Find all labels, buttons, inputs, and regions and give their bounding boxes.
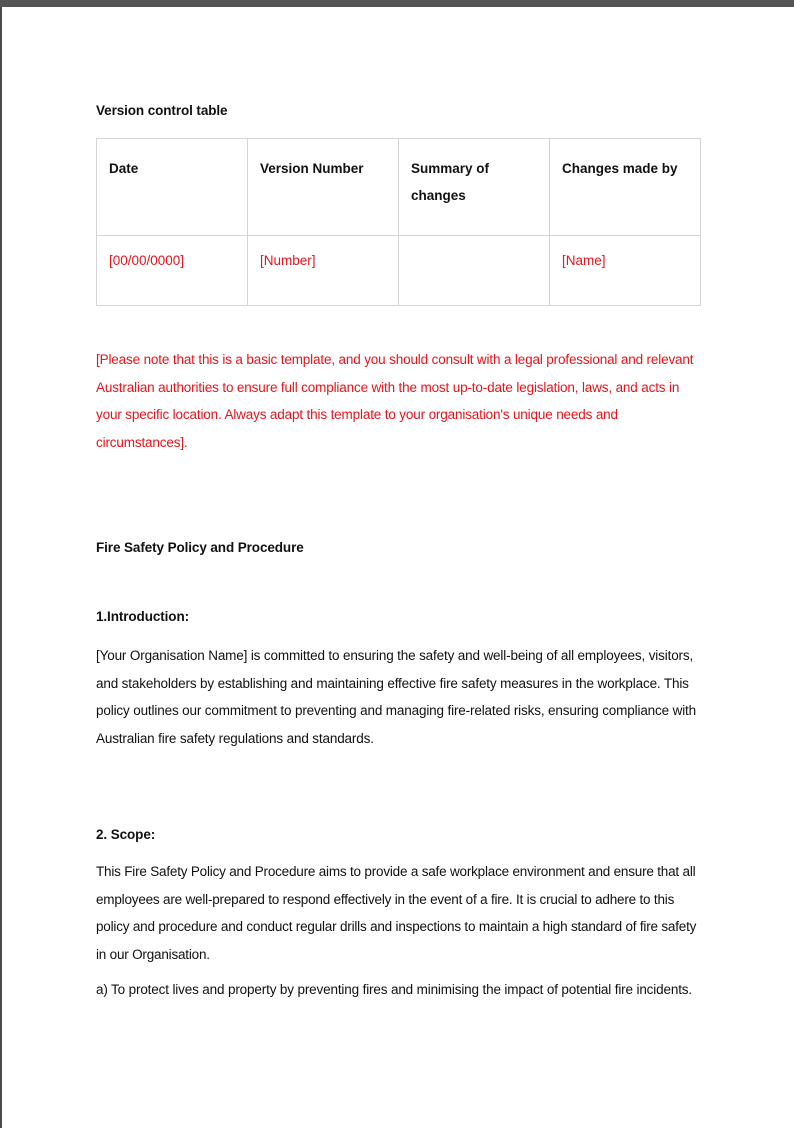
cell-date: [00/00/0000] xyxy=(97,236,248,306)
table-header-row xyxy=(97,139,701,236)
cell-version-number: [Number] xyxy=(248,236,399,306)
window-top-bar xyxy=(0,0,794,7)
page-left-edge xyxy=(0,7,2,1128)
header-version-number: Version Number xyxy=(248,139,399,236)
cell-summary xyxy=(399,236,550,306)
version-control-title: Version control table xyxy=(96,103,228,118)
header-changes-made-by: Changes made by xyxy=(550,139,701,236)
policy-title: Fire Safety Policy and Procedure xyxy=(96,540,304,555)
introduction-heading: 1.Introduction: xyxy=(96,609,189,624)
scope-item-a: a) To protect lives and property by preventing fires and minimising the impact of potential fire incidents. xyxy=(96,982,693,997)
table-row xyxy=(97,236,701,306)
template-disclaimer-note: [Please note that this is a basic template, and you should consult with a legal professional and relevant Australian authorities to ensure full compliance with the most up-to-date legislation, laws, and acts in your specific location. Always adapt this template to your organisation's unique needs and circumstances]. xyxy=(96,352,694,450)
header-summary-of-changes: Summary of changes xyxy=(399,139,550,236)
version-control-table xyxy=(96,138,701,306)
scope-heading: 2. Scope: xyxy=(96,827,156,842)
header-date: Date xyxy=(97,139,248,236)
introduction-paragraph: [Your Organisation Name] is committed to ensuring the safety and well-being of all employees, visitors, and stakeholders by establishing and maintaining effective fire safety measures in the workplace. This policy outlines our commitment to preventing and managing fire-related risks, ensuring compliance with Australian fire safety regulations and standards. xyxy=(96,648,696,746)
cell-changes-made-by: [Name] xyxy=(550,236,701,306)
scope-paragraph: This Fire Safety Policy and Procedure aims to provide a safe workplace environment and ensure that all employees are well-prepared to respond effectively in the event of a fire. It is crucial to adhere to this policy and procedure and conduct regular drills and inspections to maintain a high standard of fire safety in our Organisation. xyxy=(96,864,697,962)
